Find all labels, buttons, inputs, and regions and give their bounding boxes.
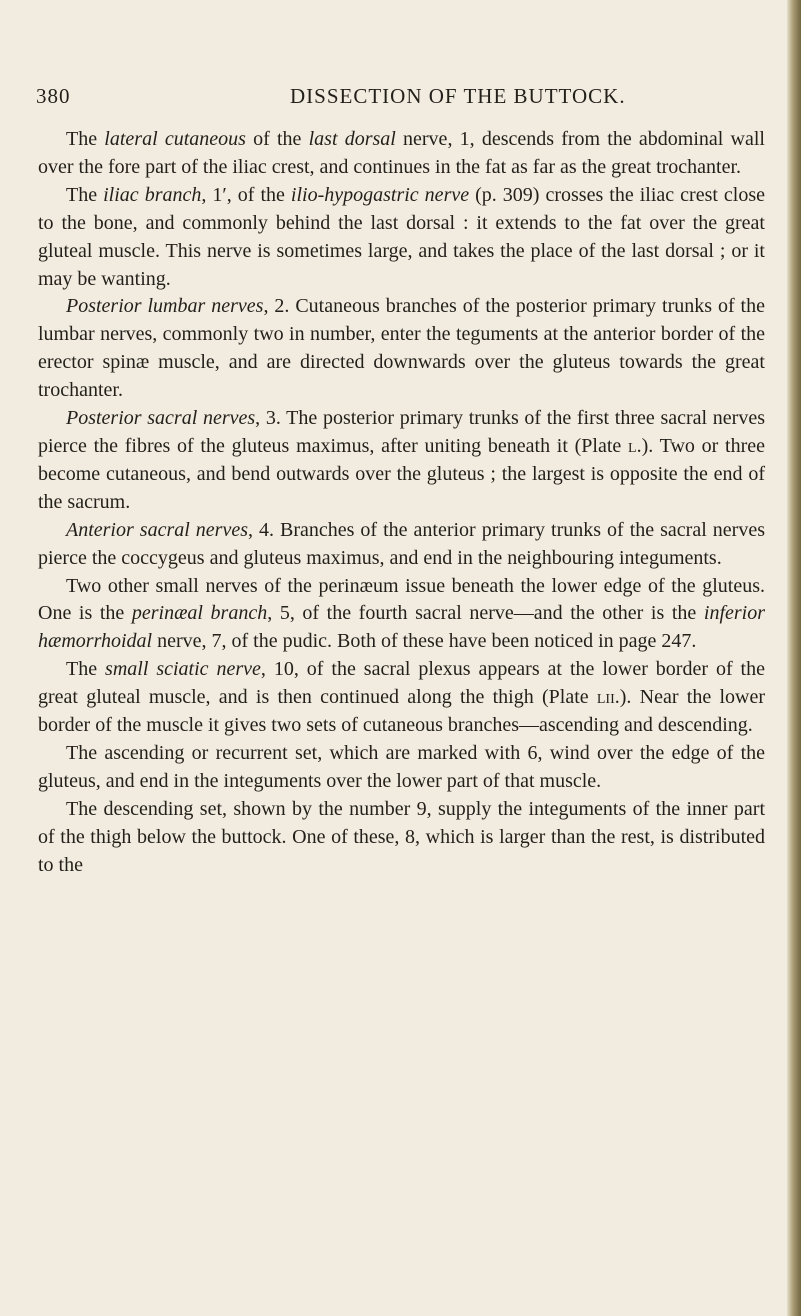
italic-term: Posterior sacral nerves: [66, 407, 256, 430]
page-edge-shadow: [787, 0, 801, 1316]
text-run: The: [66, 658, 106, 681]
paragraph-posterior-sacral: [38, 405, 765, 517]
text-run: Two other small nerves of the perinæum issue beneath the lower edge of the gluteus. One is the: [38, 574, 765, 625]
text-run: The: [66, 183, 104, 206]
page-number: 380: [36, 84, 71, 108]
paragraph-perinaeum-nerves: [38, 573, 765, 657]
plate-reference: lii.: [596, 686, 620, 709]
body-text: [38, 126, 765, 879]
paragraph-iliac-branch: [38, 182, 765, 294]
text-run: nerve, 7, of the pudic. Both of these have been noticed in page 247.: [152, 630, 697, 653]
italic-term: Anterior sacral nerves: [66, 518, 248, 541]
text-run: The ascending or recurrent set, which are marked with 6, wind over the edge of the gluteus, and end in the integuments over the lower part of that muscle.: [38, 741, 765, 792]
text-run: of the: [245, 128, 309, 150]
italic-term: small sciatic nerve: [105, 658, 261, 681]
text-run: , 5, of the fourth sacral nerve—and the other is the: [267, 602, 704, 625]
text-run: , 3. The posterior primary trunks of the first three sacral nerves pierce the fibres of the gluteus maximus, after uniting beneath it (Plate: [38, 407, 765, 457]
text-run: , 10, of the sacral plexus appears at the lower border of the great gluteal muscle, and is then continued along the thigh (Plate: [38, 658, 765, 709]
text-run: , 1′, of the: [201, 183, 291, 206]
text-run: (p. 309) crosses the iliac crest close to the bone, and commonly behind the last dorsal : it extends to the fat over the great gluteal muscle. This nerve is sometimes large, and takes the place of the last dorsal ; or it may be wanting.: [38, 183, 766, 290]
paragraph-lateral-cutaneous: [38, 126, 765, 182]
italic-term: inferior hæmorrhoidal: [38, 602, 766, 653]
italic-term: last dorsal: [308, 128, 396, 150]
italic-term: iliac branch: [103, 183, 202, 206]
paragraph-descending-set: [38, 796, 765, 880]
italic-term: Posterior lumbar nerves: [66, 295, 264, 318]
paragraph-ascending-set: [38, 740, 765, 796]
paragraph-posterior-lumbar: [38, 293, 765, 405]
italic-term: lateral cutaneous: [104, 128, 246, 150]
running-title: DISSECTION OF THE BUTTOCK.: [290, 84, 626, 108]
paragraph-anterior-sacral: [38, 517, 765, 573]
text-run: ). Two or three become cutaneous, and bend outwards over the gluteus ; the largest is opposite the end of the sacrum.: [38, 434, 765, 513]
italic-term: perinæal branch: [131, 602, 268, 625]
page-header: [0, 84, 787, 108]
text-run: The: [66, 128, 105, 150]
text-run: ). Near the lower border of the muscle it gives two sets of cutaneous branches—ascending and descending.: [38, 686, 765, 737]
text-run: , 2. Cutaneous branches of the posterior primary trunks of the lumbar nerves, commonly two in number, enter the teguments at the anterior border of the erector spinæ muscle, and are directed downwards over the gluteus towards the great trochanter.: [38, 295, 765, 402]
plate-reference: l.: [628, 434, 642, 457]
italic-term: ilio-hypogastric nerve: [290, 183, 470, 206]
text-run: The descending set, shown by the number 9, supply the integuments of the inner part of the thigh below the buttock. One of these, 8, which is larger than the rest, is distributed to the: [38, 797, 765, 876]
text-run: , 4. Branches of the anterior primary trunks of the sacral nerves pierce the coccygeus and gluteus maximus, and end in the neighbouring integuments.: [38, 518, 765, 569]
paragraph-small-sciatic: [38, 656, 765, 740]
text-run: nerve, 1, descends from the abdominal wall over the fore part of the iliac crest, and continues in the fat as far as the great trochanter.: [38, 128, 765, 178]
